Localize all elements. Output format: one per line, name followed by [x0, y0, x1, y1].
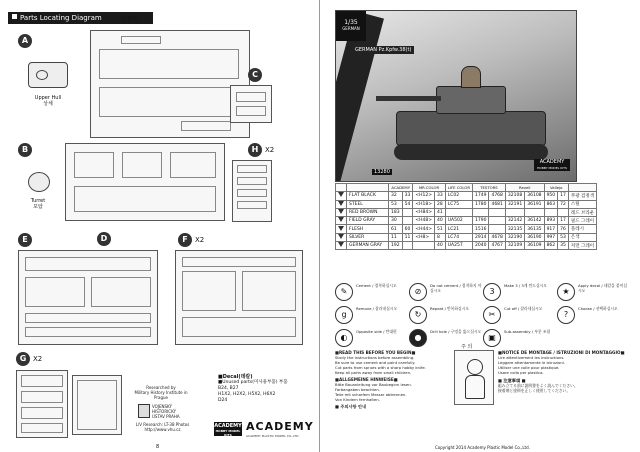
paint-code: 4768: [489, 192, 505, 200]
symbol-text: Choose / 선택하십시오: [578, 306, 618, 311]
paint-code: 36142: [525, 217, 544, 225]
symbol-text: Make 3 / 3개 만드십시오: [504, 283, 547, 288]
upper-hull-caption: Upper Hull 상체: [34, 95, 62, 107]
knife-icon: ✂: [483, 306, 501, 324]
paint-table-row: [336, 242, 597, 250]
paint-table-header: ACADEMY MR.COLOR LIFE COLOR TESTORS Revell Vallejo: [336, 184, 597, 192]
box-logo: ACADEMY HOBBY MODEL KITS: [534, 159, 570, 171]
paint-code: 60: [402, 225, 413, 233]
paint-code: LC74: [445, 233, 472, 241]
paint-code: 28: [434, 200, 445, 208]
paint-table-row: [336, 208, 597, 216]
paint-code: 35: [558, 242, 569, 250]
sprue-h: [232, 160, 272, 222]
paint-code: [489, 208, 505, 216]
3-icon: 3: [483, 283, 501, 301]
section-label-a: A: [18, 34, 32, 48]
symbol-text: Sub-assembly / 부분 조립: [504, 329, 551, 334]
multiplier-f: X2: [195, 236, 205, 244]
paint-code: 1780: [473, 200, 489, 208]
sprue-c: [230, 85, 272, 123]
glue-icon: ✎: [335, 283, 353, 301]
symbol-item: [409, 283, 482, 305]
paint-code: <H44>: [413, 225, 435, 233]
scale-badge: 1/35 GERMAN: [336, 11, 366, 41]
multiplier-h: X2: [265, 146, 275, 154]
paint-code: 61: [389, 225, 403, 233]
sub-icon: ▣: [483, 329, 501, 347]
right-page: [320, 0, 640, 452]
museum-name: VOJENSKÝ HISTORICKÝ ÚSTAV PRAHA: [152, 404, 180, 419]
paint-code: 36190: [525, 233, 544, 241]
paint-marker-icon: [338, 209, 344, 214]
paint-code: 40: [434, 217, 445, 225]
symbol-item: [557, 306, 630, 328]
paint-table-row: [336, 225, 597, 233]
paint-code: 17: [558, 217, 569, 225]
section-label-e: E: [18, 233, 32, 247]
paint-marker-icon: [338, 234, 344, 239]
paint-code: 32109: [505, 242, 524, 250]
paint-code: 32135: [505, 225, 524, 233]
paint-code: 4678: [489, 233, 505, 241]
paint-table-row: [336, 200, 597, 208]
paint-code: 1516: [473, 225, 489, 233]
notes-left: ■READ THIS BEFORE YOU BEGIN■ Study the instructions before assembling. Be sure to use cement and paint carefully. Cut parts from sprues with a sharp hobby knife. Keep all parts away from small children. ■ALLGEMEINE HINWEISE■ Bitte Bauanleitung vor Baubeginn lesen. Farbangaben beachten. Teile mit scharfem Messer abtrennen. Von Kindern fernhalten. ■ 주의사항 안내: [335, 350, 426, 409]
?-icon: ?: [557, 306, 575, 324]
paint-code: <H48>: [413, 217, 435, 225]
notes-right: ■NOTICE DE MONTAGE / ISTRUZIONI DI MONTAGGIO■ Lire attentivement les instructions. Leggere attentamente le istruzioni. Utiliser une colle pour plastique. Usare colla per plastica. ■ 注意事項 ■ 組み立てる前に説明書をよく読んでください。 接着剤と塗料を正しく使用してください。: [498, 350, 625, 393]
box-title: GERMAN Pz.Kpfw.38(t): [352, 46, 414, 54]
paint-code: <H12>: [413, 192, 435, 200]
paint-code: 54: [402, 200, 413, 208]
paint-code: LC02: [445, 192, 472, 200]
paint-table: [335, 183, 597, 250]
paint-code: 32191: [505, 200, 524, 208]
title-square-icon: [12, 14, 17, 19]
paint-code: 레드 브라운: [568, 208, 596, 216]
paint-code: 4767: [489, 242, 505, 250]
sprue-b: [65, 143, 225, 221]
symbol-text: Repeat / 반복하십시오: [430, 306, 470, 311]
paint-marker-icon: [338, 201, 344, 206]
paint-code: 863: [544, 200, 558, 208]
sprue-f: [175, 250, 303, 345]
paint-code: 플레시: [568, 225, 596, 233]
sprue-g-track: [72, 375, 122, 435]
academy-logo-large: ACADEMY: [246, 420, 314, 433]
turret-drawing: [28, 172, 50, 192]
paint-code: [505, 208, 524, 216]
sprue-g: [16, 370, 68, 438]
paint-code: 30: [389, 217, 403, 225]
paint-code: 무광 검정색: [568, 192, 596, 200]
symbol-item: [409, 306, 482, 328]
section-label-g: G: [16, 352, 30, 366]
paint-code: <H8>: [413, 233, 435, 241]
paint-code: 36109: [525, 242, 544, 250]
paint-code: [445, 208, 472, 216]
paint-code: 76: [558, 225, 569, 233]
symbol-item: [335, 283, 408, 305]
symbol-item: [483, 283, 556, 305]
decal-note: ■Decal(데칼) ■Unused parts(미사용부품) 부품 B24, B27 H1X2, H2X2, H5X2, H6X2 D24: [218, 374, 288, 403]
paint-code: 40: [434, 242, 445, 250]
paint-name: RED BROWN: [347, 208, 389, 216]
paint-code: 36191: [525, 200, 544, 208]
sprue-a: [90, 30, 250, 138]
paint-code: [402, 242, 413, 250]
paint-code: [402, 208, 413, 216]
paint-code: 36108: [525, 192, 544, 200]
page-number-left: 8: [156, 444, 160, 450]
paint-name: FLAT BLACK: [347, 192, 389, 200]
paint-code: 36135: [525, 225, 544, 233]
no-glue-icon: ⊘: [409, 283, 427, 301]
paint-marker-icon: [338, 217, 344, 222]
flip-icon: ◐: [335, 329, 353, 347]
symbol-text: Cut off / 잘라내십시오: [504, 306, 543, 311]
paint-code: 32142: [505, 217, 524, 225]
paint-code: UA502: [445, 217, 472, 225]
g-icon: g: [335, 306, 353, 324]
paint-code: 192: [389, 242, 403, 250]
paint-marker-icon: [338, 192, 344, 197]
academy-logo-small: ACADEMY HOBBY MODEL KITS: [214, 423, 242, 437]
section-label-b: B: [18, 143, 32, 157]
credit-block: Researched by Military History Institute in Prague: [134, 385, 188, 400]
symbol-text: Remove / 잘라내십시오: [356, 306, 398, 311]
upper-hull-hatch: [36, 70, 48, 80]
paint-code: 스틸: [568, 200, 596, 208]
paint-code: 997: [544, 233, 558, 241]
paint-marker-icon: [338, 226, 344, 231]
box-art: [335, 10, 577, 182]
paint-code: 은색: [568, 233, 596, 241]
sprue-e: [18, 250, 158, 345]
paint-code: [489, 217, 505, 225]
paint-code: [473, 208, 489, 216]
upper-hull-drawing: [28, 62, 68, 88]
paint-code: [413, 242, 435, 250]
symbol-text: Drill hole / 구멍을 뚫으십시오: [430, 329, 482, 334]
credit-block-2: L/V Research: LT-38 Photos http://www.vhu.cz: [135, 422, 190, 432]
paint-code: 862: [544, 242, 558, 250]
paint-code: 11: [389, 233, 403, 241]
section-label-d: D: [97, 232, 111, 246]
symbol-text: Opposite side / 반대편: [356, 329, 397, 334]
paint-code: 2914: [473, 233, 489, 241]
paint-name: FIELD GRAY: [347, 217, 389, 225]
paint-code: 4681: [489, 200, 505, 208]
paint-code: LC75: [445, 200, 472, 208]
paint-code: 51: [434, 225, 445, 233]
paint-code: 893: [544, 217, 558, 225]
paint-code: 17: [558, 192, 569, 200]
repeat-icon: ↻: [409, 306, 427, 324]
paint-code: UA257: [445, 242, 472, 250]
paint-name: SILVER: [347, 233, 389, 241]
paint-name: GERMAN GRAY: [347, 242, 389, 250]
paint-code: [402, 217, 413, 225]
paint-code: 33: [434, 192, 445, 200]
catalog-number: 13280: [374, 169, 390, 175]
paint-code: 32108: [505, 192, 524, 200]
symbol-item: [335, 329, 408, 351]
tank-illustration: [376, 66, 556, 166]
paint-marker-icon: [338, 242, 344, 247]
symbol-item: [335, 306, 408, 328]
symbol-text: Cement / 접착하십시오: [356, 283, 397, 288]
paint-code: <H18>: [413, 200, 435, 208]
paint-table-row: [336, 233, 597, 241]
paint-code: 32190: [505, 233, 524, 241]
page-title-ko: 부품도: [121, 16, 139, 23]
paint-code: LC21: [445, 225, 472, 233]
symbol-item: [483, 329, 556, 351]
paint-code: 33: [402, 192, 413, 200]
paint-table-row: [336, 217, 597, 225]
paint-code: 저먼 그레이: [568, 242, 596, 250]
copyright: Copyright 2014 Academy Plastic Model Co.,Ltd.: [435, 445, 530, 450]
symbol-text: Do not cement / 접착하지 마십시오: [430, 283, 482, 293]
paint-code: 53: [558, 233, 569, 241]
paint-code: 2040: [473, 242, 489, 250]
paint-code: [544, 208, 558, 216]
paint-code: <H84>: [413, 208, 435, 216]
paint-code: 72: [558, 200, 569, 208]
paint-code: [558, 208, 569, 216]
paint-code: 8: [434, 233, 445, 241]
paint-code: [489, 225, 505, 233]
section-label-c: C: [248, 68, 262, 82]
paint-code: 1749: [473, 192, 489, 200]
symbol-item: [557, 283, 630, 305]
paint-code: 1790: [473, 217, 489, 225]
symbol-item: [483, 306, 556, 328]
paint-code: 32: [389, 192, 403, 200]
symbol-text: Apply decal / 데칼을 붙이십시오: [578, 283, 628, 293]
academy-logo-sub: ACADEMY PLASTIC MODEL CO.,LTD.: [246, 434, 300, 438]
paint-code: 11: [402, 233, 413, 241]
paint-table-row: [336, 192, 597, 200]
dark-icon: ●: [409, 329, 427, 347]
paint-code: 53: [389, 200, 403, 208]
turret-caption: Turret 포탑: [30, 198, 46, 210]
paint-code: 41: [434, 208, 445, 216]
paint-name: STEEL: [347, 200, 389, 208]
paint-code: 183: [389, 208, 403, 216]
mascot-illustration: [454, 350, 494, 405]
paint-code: 917: [544, 225, 558, 233]
museum-crest-icon: [138, 404, 150, 418]
page-title: Parts Locating Diagram: [8, 12, 153, 24]
multiplier-g: X2: [33, 355, 43, 363]
caution-caption: 주 의: [461, 344, 473, 350]
section-label-h: H: [248, 143, 262, 157]
paint-code: 950: [544, 192, 558, 200]
paint-name: FLESH: [347, 225, 389, 233]
paint-code: [525, 208, 544, 216]
section-label-f: F: [178, 233, 192, 247]
paint-code: 필드 그레이: [568, 217, 596, 225]
star-icon: ★: [557, 283, 575, 301]
